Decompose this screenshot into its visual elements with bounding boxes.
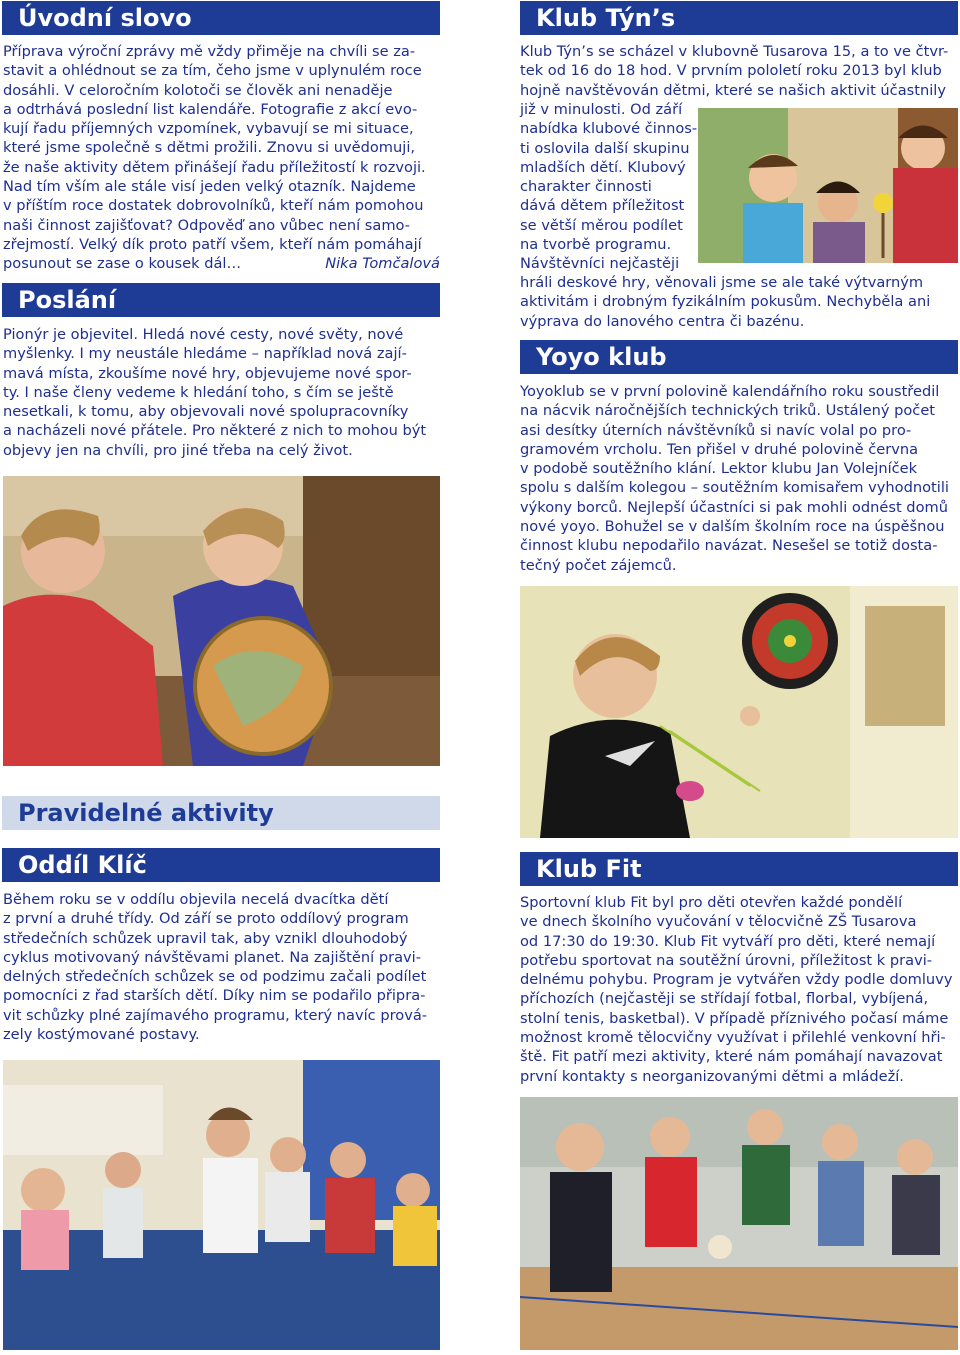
- photo-kids-craft: [698, 108, 958, 263]
- text-line: kují řadu příjemných vzpomínek, vybavují se mi situace,: [3, 120, 414, 138]
- text-line: Pionýr je objevitel. Hledá nové cesty, nové světy, nové: [3, 326, 404, 343]
- tyn-text-narrow: [520, 100, 697, 274]
- signature: Nika Tomčalová: [325, 255, 440, 273]
- text-line: mladších dětí. Klubový: [520, 158, 686, 176]
- tyn-text-bottom: [520, 273, 930, 331]
- text-line: posunout se zase o kousek dál…: [3, 255, 242, 273]
- text-line: první kontakty s neorganizovanými dětmi a mládeží.: [520, 1067, 904, 1085]
- text-line: Klub Týn’s se scházel v klubovně Tusarova 15, a to ve čtvr-: [520, 43, 949, 60]
- tyn-text-top: [520, 42, 948, 100]
- text-line: v podobě soutěžního klání. Lektor klubu Jan Volejníček: [520, 460, 918, 478]
- text-line: mavá místa, zkoušíme nové hry, objevujeme nové spor-: [3, 364, 412, 382]
- text-line: od 17:30 do 19:30. Klub Fit vytváří pro děti, které nemají: [520, 932, 936, 950]
- text-line: Sportovní klub Fit byl pro děti otevřen každé pondělí: [520, 894, 903, 911]
- text-line: Nad tím vším ale stále visí jeden velký otazník. Najdeme: [3, 178, 416, 196]
- text-line: objevy jen na chvíli, pro jiné třeba na celý život.: [3, 441, 353, 459]
- uvod-text: [3, 42, 440, 274]
- text-line: zely kostýmované postavy.: [3, 1026, 200, 1044]
- text-line: na nácvik náročnějších technických triků. Ustálený počet: [520, 402, 936, 420]
- text-line: stolní tenis, basketbal). V případě příznivého počasí máme: [520, 1009, 949, 1027]
- yoyo-text: [520, 382, 949, 575]
- text-line: nesetkali, k tomu, aby objevovali nové spolupracovníky: [3, 403, 409, 421]
- section-header-fit: [520, 852, 958, 886]
- section-header-uvod: [2, 1, 440, 35]
- text-line: a nacházeli nové přátele. Pro některé z nich to mohou být: [3, 422, 427, 440]
- section-header-pravidelne: [2, 796, 440, 830]
- text-line: stavit a ohlédnout se za tím, čeho jsme v uplynulém roce: [3, 62, 422, 80]
- section-header-poslani: [2, 283, 440, 317]
- text-line: dosáhli. V celoročním kolotoči se člověk ani nenaděje: [3, 81, 393, 99]
- text-line: z první a druhé třídy. Od září se proto oddílový program: [3, 910, 409, 928]
- text-line: Příprava výroční zprávy mě vždy přiměje na chvíli se za-: [3, 43, 416, 60]
- text-line: asi desítky úterních návštěvníků si navíc volal po pro-: [520, 421, 912, 439]
- text-line: tek od 16 do 18 hod. V prvním pololetí roku 2013 byl klub: [520, 62, 942, 80]
- photo-boy-yoyo: [520, 586, 958, 838]
- text-line: na tvorbě programu.: [520, 236, 672, 254]
- text-line: gramovém vrcholu. Ten přišel v druhé polovině června: [520, 440, 919, 458]
- section-title: Klub Týn’s: [536, 4, 676, 32]
- text-line: pomocníci z řad starších dětí. Díky nim se podařilo připra-: [3, 987, 426, 1005]
- text-line: delných středečních schůzek se od podzimu začali podílet: [3, 968, 427, 986]
- text-line: nové yoyo. Bohužel se v dalším školním roce na úspěšnou: [520, 518, 945, 536]
- text-line: ty. I naše členy vedeme k hledání toho, s čím se ještě: [3, 383, 394, 401]
- section-header-klic: [2, 848, 440, 882]
- section-title: Oddíl Klíč: [18, 851, 147, 879]
- klic-text: [3, 890, 427, 1044]
- text-line: činnost klubu nepodařilo navázat. Nesešel se totiž dosta-: [520, 537, 938, 555]
- text-line: charakter činnosti: [520, 178, 652, 196]
- text-line: potřebu sportovat na soutěžní úrovni, příležitost k pravi-: [520, 951, 933, 969]
- text-line: Návštěvníci nejčastěji: [520, 255, 680, 273]
- text-line: výkony borců. Nejlepší účastníci si pak mohli odnést domů: [520, 498, 948, 516]
- text-line: ti oslovila další skupinu: [520, 139, 690, 157]
- text-line: příchozích (nejčastěji se střídají fotbal, florbal, vybíjená,: [520, 990, 929, 1008]
- text-line: vit schůzky plné zajímavého programu, který navíc prová-: [3, 1006, 428, 1024]
- text-line: zřejmostí. Velký dík proto patří všem, kteří nám pomáhají: [3, 235, 422, 253]
- text-line: výprava do lanového centra či bazénu.: [520, 312, 805, 330]
- text-line: naši činnost zajišťovat? Odpověď ano vůbec není samo-: [3, 216, 411, 234]
- text-line: možnost kromě tělocvičny využívat i přilehlé venkovní hři-: [520, 1029, 946, 1047]
- section-title: Poslání: [18, 286, 117, 314]
- text-line: že naše aktivity dětem přinášejí řadu příležitostí k rozvoji.: [3, 158, 426, 176]
- section-title: Úvodní slovo: [18, 4, 192, 32]
- section-title: Yoyo klub: [536, 343, 667, 371]
- photo-boys-globe: [3, 476, 440, 766]
- text-line: ve dnech školního vyučování v tělocvičně ZŠ Tusarova: [520, 913, 917, 931]
- section-title: Pravidelné aktivity: [18, 799, 274, 827]
- text-line: hojně navštěvován dětmi, které se našich aktivit účastnily: [520, 81, 946, 99]
- text-line-last: [3, 254, 440, 273]
- text-line: již v minulosti. Od září: [520, 101, 683, 118]
- text-line: spolu s dalším kolegou – soutěžním komisařem vyhodnotili: [520, 479, 949, 497]
- text-line: nabídka klubové činnos-: [520, 120, 698, 138]
- text-line: se větší měrou podílet: [520, 216, 683, 234]
- text-line: ště. Fit patří mezi aktivity, které nám pomáhají navazovat: [520, 1048, 943, 1066]
- text-line: středečních schůzek upravil tak, aby vznikl dlouhodobý: [3, 929, 408, 947]
- photo-children-floor: [3, 1060, 440, 1350]
- photo-kids-gym: [520, 1097, 958, 1350]
- text-line: myšlenky. I my neustále hledáme – například nová zají-: [3, 345, 407, 363]
- section-title: Klub Fit: [536, 855, 642, 883]
- text-line: cyklus motivovaný návštěvami planet. Na zajištění pravi-: [3, 948, 421, 966]
- section-header-yoyo: [520, 340, 958, 374]
- text-line: Yoyoklub se v první polovině kalendářního roku soustředil: [520, 383, 940, 400]
- text-line: dává dětem příležitost: [520, 197, 685, 215]
- text-line: a odtrhává poslední list kalendáře. Fotografie z akcí evo-: [3, 100, 418, 118]
- section-header-tyn: [520, 1, 958, 35]
- fit-text: [520, 893, 952, 1086]
- text-line: Během roku se v oddílu objevila necelá dvacítka dětí: [3, 891, 389, 908]
- text-line: aktivitám i drobným fyzikálním pokusům. Nechyběla ani: [520, 293, 931, 311]
- text-line: v příštím roce dostatek dobrovolníků, kteří nám pomohou: [3, 197, 424, 215]
- text-line: které jsme společně s dětmi prožili. Znovu si uvědomuji,: [3, 139, 416, 157]
- text-line: tečný počet zájemců.: [520, 556, 677, 574]
- poslani-text: [3, 325, 426, 460]
- text-line: delnému pohybu. Program je vytvářen vždy podle domluvy: [520, 971, 953, 989]
- text-line: hráli deskové hry, věnovali jsme se ale také výtvarným: [520, 274, 924, 291]
